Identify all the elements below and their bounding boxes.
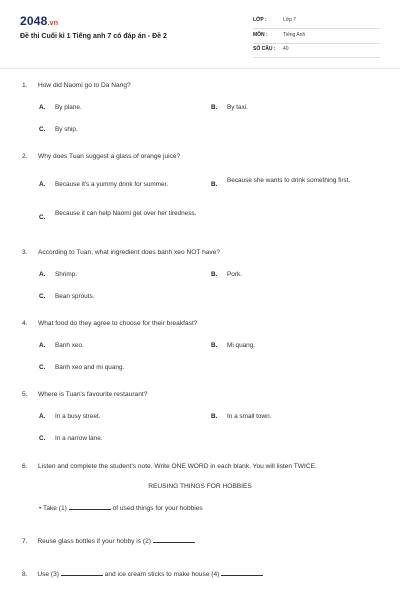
logo-suffix: .vn <box>47 20 59 27</box>
option-letter: C. <box>39 126 46 133</box>
option-letter: C. <box>39 293 46 300</box>
note-bullet-pre: • Take (1) <box>39 505 67 512</box>
meta-count <box>253 43 380 58</box>
meta-class <box>253 14 380 29</box>
option-letter: C. <box>39 364 46 371</box>
question-8 <box>22 569 263 578</box>
question-number: 8. <box>22 571 28 578</box>
option-letter: A. <box>39 104 46 111</box>
option-text: Banh xeo. <box>55 342 84 349</box>
question-number: 5. <box>22 391 28 398</box>
option-text: In a narrow lane. <box>55 435 103 442</box>
exam-title: Đề thi Cuối kì 1 Tiếng anh 7 có đáp án - Đề 2 <box>20 33 167 40</box>
question-text: Where is Tuan's favourite restaurant? <box>38 391 148 398</box>
option-letter: A. <box>39 181 46 188</box>
question-text: Why does Tuan suggest a glass of orange juice? <box>38 153 181 160</box>
question-text-pre: Use (3) <box>37 571 59 578</box>
question-number: 6. <box>22 463 28 470</box>
blank-2[interactable] <box>153 536 195 543</box>
meta-value: Tiếng Anh <box>283 32 306 38</box>
blank-4[interactable] <box>221 569 263 576</box>
option-letter: A. <box>39 271 46 278</box>
option-text: Banh xeo and mi quang. <box>55 364 125 371</box>
blank-1[interactable] <box>69 503 111 510</box>
option-letter: A. <box>39 342 46 349</box>
meta-subject <box>253 29 380 44</box>
option-text: Shrimp. <box>55 271 78 278</box>
meta-key: LỚP : <box>253 17 267 23</box>
question-text-mid: and ice cream sticks to make house (4) <box>104 571 220 578</box>
question-number: 3. <box>22 249 28 256</box>
header-divider <box>0 68 400 69</box>
note-bullet-post: of used things for your hobbies <box>112 505 203 512</box>
option-text: Because she wants to drink something first. <box>227 177 351 184</box>
blank-3[interactable] <box>61 569 103 576</box>
question-number: 7. <box>22 538 28 545</box>
page-header <box>0 0 400 68</box>
note-heading: REUSING THINGS FOR HOBBIES <box>148 483 252 490</box>
option-letter: C. <box>39 214 46 221</box>
question-7 <box>22 536 195 545</box>
option-text: Because it can help Naomi get over her tiredness. <box>55 210 197 217</box>
question-number: 1. <box>22 82 28 89</box>
question-number: 2. <box>22 153 28 160</box>
option-letter: B. <box>211 181 218 188</box>
option-text: Bean sprouts. <box>55 293 95 300</box>
site-logo[interactable] <box>20 14 58 28</box>
option-text: By plane. <box>55 104 82 111</box>
option-text: By ship. <box>55 126 78 133</box>
option-letter: B. <box>211 104 218 111</box>
meta-value: 40 <box>283 46 289 52</box>
option-text: In a busy street. <box>55 413 101 420</box>
option-text: By taxi. <box>227 104 248 111</box>
question-text: How did Naomi go to Da Nang? <box>38 82 131 89</box>
question-text: Listen and complete the student's note. Write ONE WORD in each blank. You will listen TWICE. <box>38 463 317 470</box>
meta-key: SỐ CÂU : <box>253 46 276 52</box>
option-letter: B. <box>211 342 218 349</box>
option-letter: B. <box>211 271 218 278</box>
option-text: Pork. <box>227 271 242 278</box>
option-letter: A. <box>39 413 46 420</box>
question-text: According to Tuan, what ingredient does banh xeo NOT have? <box>38 249 221 256</box>
note-bullet-line <box>39 503 203 512</box>
option-text: Mi quang. <box>227 342 256 349</box>
option-letter: C. <box>39 435 46 442</box>
meta-value: Lớp 7 <box>283 17 297 23</box>
question-text: Reuse glass bottles if your hobby is (2) <box>37 538 151 545</box>
question-text: What food do they agree to choose for their breakfast? <box>38 320 198 327</box>
meta-key: MÔN : <box>253 32 268 38</box>
option-letter: B. <box>211 413 218 420</box>
option-text: Because it's a yummy drink for summer. <box>55 181 169 188</box>
question-number: 4. <box>22 320 28 327</box>
logo-main: 2048 <box>20 14 48 28</box>
option-text: In a small town. <box>227 413 272 420</box>
